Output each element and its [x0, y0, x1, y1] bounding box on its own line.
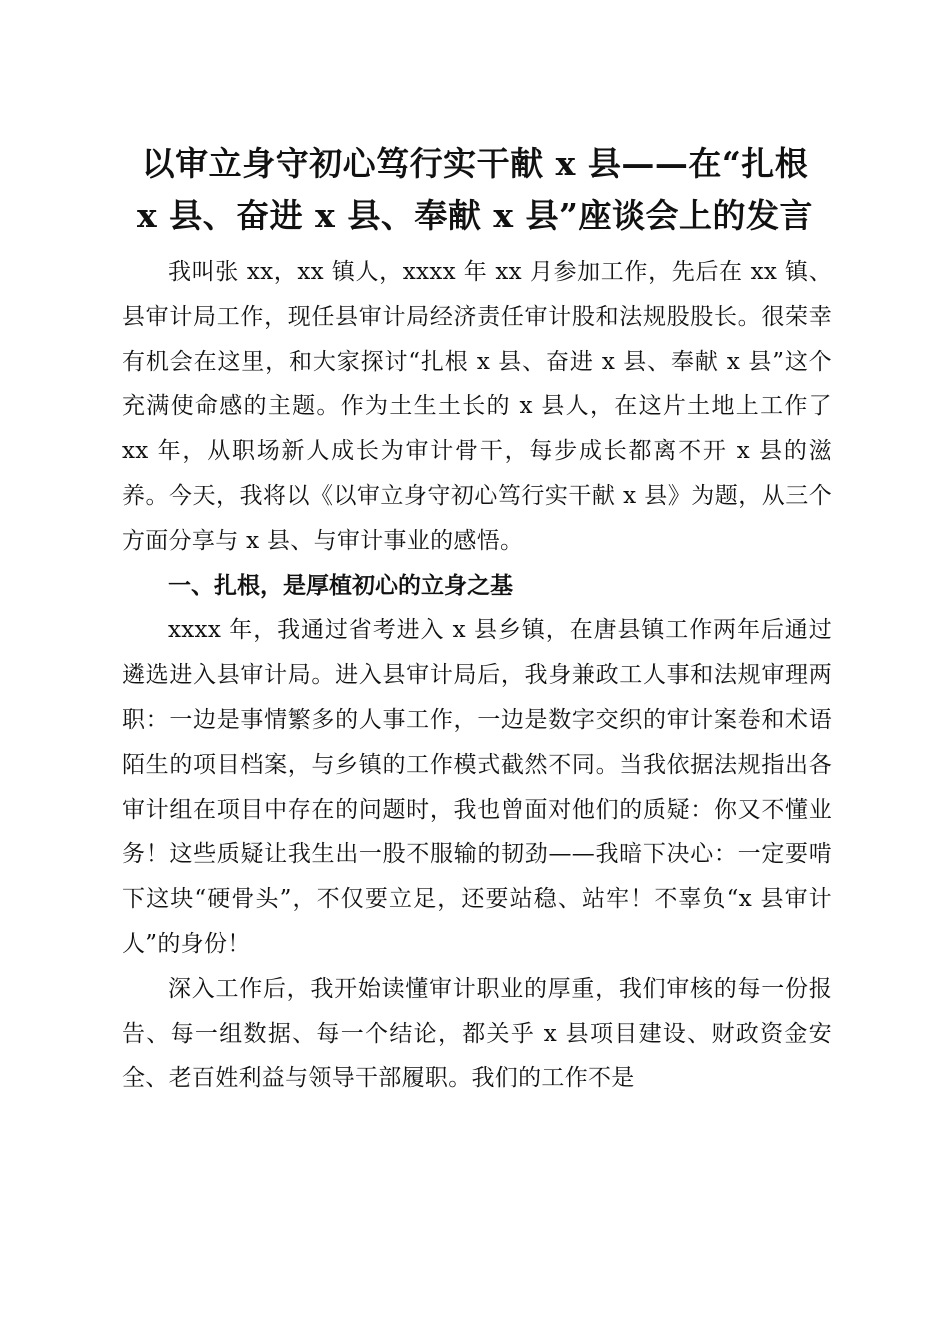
- section-1-paragraph-2: 深入工作后，我开始读懂审计职业的厚重，我们审核的每一份报告、每一组数据、每一个结论，都关乎 x 县项目建设、财政资金安全、老百姓利益与领导干部履职。我们的工作不是: [122, 975, 832, 1092]
- section-heading-1: 一、扎根，是厚植初心的立身之基: [168, 572, 513, 599]
- section-1-paragraph-1: xxxx 年，我通过省考进入 x 县乡镇，在唐县镇工作两年后通过遴选进入县审计局。进入县审计局后，我身兼政工人事和法规审理两职：一边是事情繁多的人事工作，一边是数字交织的审计案卷和术语陌生的项目档案，与乡镇的工作模式截然不同。当我依据法规指出各审计组在项目中存在的问题时，我也曾面对他们的质疑：你又不懂业务！这些质疑让我生出一股不服输的韧劲——我暗下决心：一定要啃下这块“硬骨头”，不仅要立足，还要站稳、站牢！不辜负“x 县审计人”的身份！: [122, 617, 832, 957]
- document-title: [100, 138, 850, 242]
- intro-paragraph: 我叫张 xx，xx 镇人，xxxx 年 xx 月参加工作，先后在 xx 镇、县审计局工作，现任县审计局经济责任审计股和法规股股长。很荣幸有机会在这里，和大家探讨“扎根 x 县、奋进 x 县、奉献 x 县”这个充满使命感的主题。作为土生土长的 x 县人，在这片土地上工作了 xx 年，从职场新人成长为审计骨干，每步成长都离不开 x 县的滋养。今天，我将以《以审立身守初心笃行实干献 x 县》为题，从三个方面分享与 x 县、与审计事业的感悟。: [122, 259, 832, 554]
- title-line-2: x 县、奋进 x 县、奉献 x 县”座谈会上的发言: [137, 196, 813, 235]
- document-body: [122, 250, 832, 1101]
- title-line-1: 以审立身守初心笃行实干献 x 县——在“扎根: [141, 144, 809, 183]
